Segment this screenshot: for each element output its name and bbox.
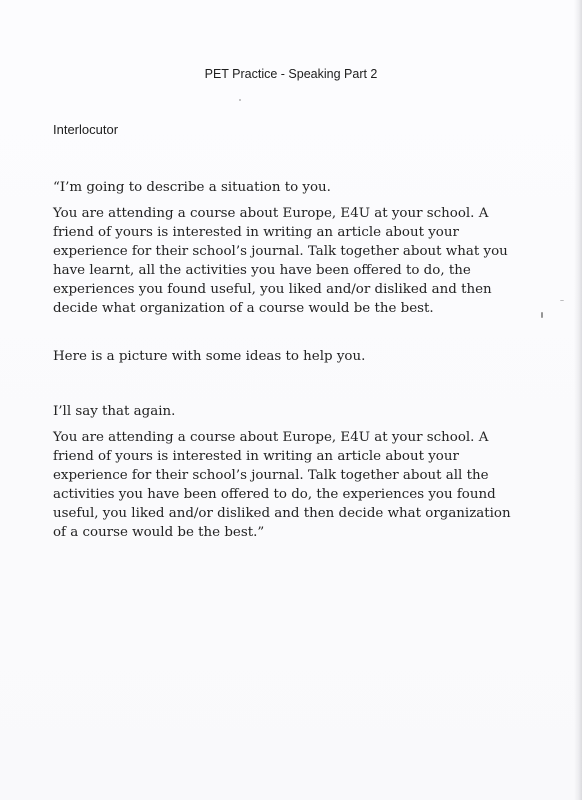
speaker-label: Interlocutor (53, 122, 119, 137)
scan-speck (541, 312, 543, 318)
paragraph-situation-repeat: You are attending a course about Europe, E4U at your school. A friend of yours is interested in writing an article about your experience for their school’s journal. Talk together about all the activities you have been offered to do, the experiences you found useful, you liked and/or disliked and then decide what organization of a course would be the best.” (53, 430, 511, 540)
scan-edge-shadow (574, 0, 582, 800)
paragraph-picture-note: Here is a picture with some ideas to help you. (53, 349, 366, 364)
paragraph-repeat-intro: I’ll say that again. (53, 404, 176, 419)
scan-speck (560, 300, 564, 301)
paragraph-situation: You are attending a course about Europe, E4U at your school. A friend of yours is interested in writing an article about your experience for their school’s journal. Talk together about what you have learnt, all the activities you have been offered to do, the experiences you found useful, you liked and/or disliked and then decide what organization of a course would be the best. (53, 206, 508, 316)
page-title: PET Practice - Speaking Part 2 (204, 67, 378, 81)
scan-speck (239, 99, 241, 101)
paragraph-intro: “I’m going to describe a situation to you. (53, 180, 331, 195)
